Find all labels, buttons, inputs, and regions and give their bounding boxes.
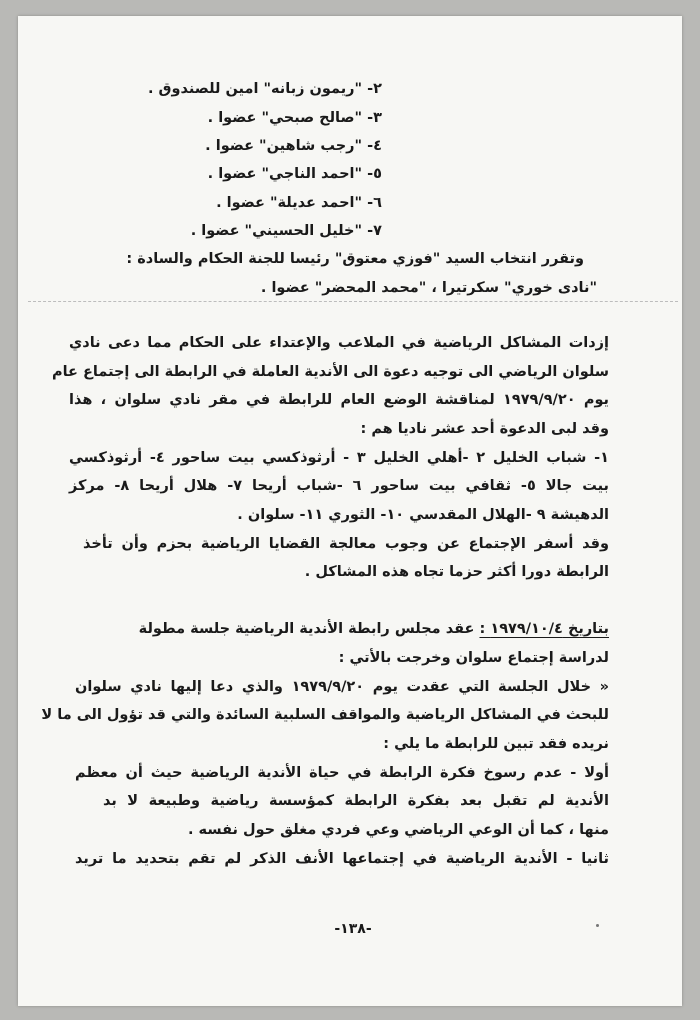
referees-text: وتقرر انتخاب السيد "فوزي معتوق" رئيسا للجنة الحكام والسادة : <box>126 251 584 267</box>
member-item: ٥- "احمد الناجي" عضوا . <box>207 166 382 182</box>
document-page <box>18 16 682 1006</box>
paragraph-line: إزدات المشاكل الرياضية في الملاعب والإعتداء على الحكام مما دعى نادي <box>69 335 609 351</box>
section-line: نريده فقد تبين للرابطة ما يلي : <box>383 736 609 752</box>
section-line: أولا - عدم رسوخ فكرة الرابطة في حياة الأندية الرياضية حيث أن معظم <box>75 765 609 781</box>
paragraph-line: سلوان الرياضي الى توجيه دعوة الى الأندية العاملة في الرابطة الى إجتماع عام <box>51 364 609 380</box>
member-item: ٣- "صالح صبحي" عضوا . <box>207 110 382 126</box>
paragraph-line: الدهيشة ٩ -الهلال المقدسي ١٠- الثوري ١١- سلوان . <box>237 507 609 523</box>
section-line: منها ، كما أن الوعي الرياضي وعي فردي مغلق حول نفسه . <box>187 822 609 838</box>
member-item: ٤- "رجب شاهين" عضوا . <box>205 138 382 154</box>
section-divider <box>28 301 678 302</box>
paragraph-line: وقد لبى الدعوة أحد عشر ناديا هم : <box>360 421 609 437</box>
section-line: « خلال الجلسة التي عقدت يوم ١٩٧٩/٩/٢٠ والذي دعا إليها نادي سلوان <box>75 679 610 695</box>
paragraph-line: يوم ١٩٧٩/٩/٢٠ لمناقشة الوضع العام للرابطة في مقر نادي سلوان ، هذا <box>69 392 609 408</box>
section-heading <box>139 619 609 639</box>
paragraph-line: بيت جالا ٥- ثقافي بيت ساحور ٦ -شباب أريحا ٧- هلال أريحا ٨- مركز <box>69 478 609 494</box>
section-line: لدراسة إجتماع سلوان وخرجت بالأتي : <box>338 650 609 666</box>
paper-speck <box>596 924 599 927</box>
paragraph-line: وقد أسفر الإجتماع عن وجوب معالجة القضايا الرياضية بحزم وأن تأخذ <box>83 536 609 552</box>
member-item: ٢- "ريمون زبانه" امين للصندوق . <box>147 81 382 97</box>
paragraph-line: الرابطة دورا أكثر حزما تجاه هذه المشاكل . <box>304 564 609 580</box>
paragraph-line: ١- شباب الخليل ٢ -أهلي الخليل ٣ - أرثوذكسي بيت ساحور ٤- أرثوذكسي <box>69 450 610 466</box>
page-number: -١٣٨- <box>334 921 372 937</box>
section-line: ثانيا - الأندية الرياضية في إجتماعها الأنف الذكر لم تقم بتحديد ما تريد <box>75 851 609 867</box>
referees-text: "نادى خوري" سكرتيرا ، "محمد المحضر" عضوا . <box>260 280 597 296</box>
section-date: بتاريخ ١٩٧٩/١٠/٤ : <box>479 621 609 637</box>
member-item: ٦- "احمد عديلة" عضوا . <box>216 195 382 211</box>
section-line: الأندية لم تقبل بعد بفكرة الرابطة كمؤسسة رياضية وطبيعة لا بد <box>103 793 609 809</box>
section-heading-text: عقد مجلس رابطة الأندية الرياضية جلسة مطولة <box>138 621 480 637</box>
member-item: ٧- "خليل الحسيني" عضوا . <box>190 223 382 239</box>
section-line: للبحث في المشاكل الرياضية والمواقف السلبية السائدة والتي قد تؤول الى ما لا <box>41 707 609 723</box>
